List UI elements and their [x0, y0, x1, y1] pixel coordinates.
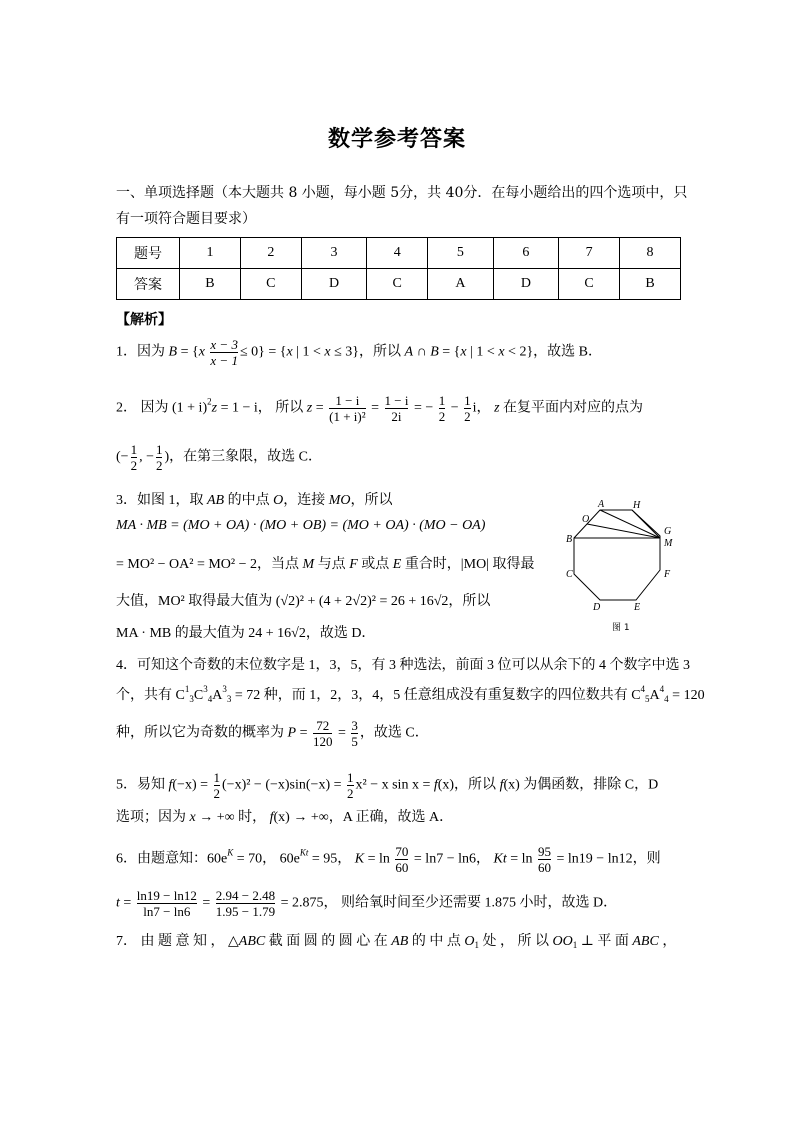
q1-text: | 1 < — [466, 344, 499, 360]
q7-text: 1 — [474, 940, 479, 950]
q2-num: 1 − i — [384, 393, 409, 408]
q1-text: x — [198, 344, 205, 360]
answer-table-number: 1 — [180, 238, 241, 269]
q2-text: − — [447, 400, 463, 416]
q6-text: Kt — [299, 847, 309, 858]
q3-line2: MA · MB = (MO + OA) · (MO + OB) = (MO + OA) · (MO − OA) — [116, 518, 486, 533]
q5-fraction — [214, 770, 221, 801]
q5-text: f — [269, 810, 274, 825]
q4-text: 5 — [645, 694, 650, 704]
q2-text: , − — [139, 449, 154, 465]
q2-den: (1 + i)² — [329, 409, 366, 424]
q7-text: 7． 由 题 意 知 ， — [116, 934, 228, 949]
q5-num: 1 — [213, 770, 221, 785]
q2-den: 2 — [130, 458, 138, 473]
q4-text: 4 — [207, 694, 213, 704]
q3-text: 或点 — [357, 557, 393, 572]
q1-text: B — [430, 344, 439, 360]
q4-num: 72 — [313, 718, 333, 734]
q7-text: 截 面 圆 的 圆 心 在 — [265, 934, 392, 949]
q4-text: = — [296, 725, 311, 741]
q1-text: | 1 < — [292, 344, 325, 360]
q6-num: ln19 − ln12 — [136, 888, 197, 903]
fig-label-A: A — [598, 499, 605, 510]
fig-label-C: C — [566, 569, 573, 580]
q1-den: x − 1 — [210, 353, 238, 368]
q4-text: 4 — [664, 694, 669, 704]
q2-text: = − — [410, 400, 437, 416]
q6-num: 95 — [538, 844, 552, 859]
q2-text: 在复平面内对应的点为 — [499, 400, 644, 416]
q5-fraction — [347, 770, 354, 801]
q6-num: 70 — [395, 844, 409, 859]
q6-fraction — [395, 844, 408, 875]
q3-text: 3．如图 1，取 — [116, 493, 207, 508]
fig-label-M: M — [664, 538, 673, 549]
q3-line5: MA · MB 的最大值为 24 + 16√2，故选 D． — [116, 626, 376, 641]
q1-fraction — [210, 337, 238, 368]
q2-text: 2 — [207, 396, 212, 407]
q2-text: (− — [116, 449, 129, 465]
q2-fraction — [329, 393, 366, 424]
q2-text: = 1 − i， 所以 — [217, 400, 307, 416]
q7-text: 处 ， 所 以 — [478, 934, 553, 949]
q3-text: = MO² − OA² = MO² − 2，当点 — [116, 557, 303, 572]
answer-table-answer: D — [493, 269, 558, 300]
q6-den: ln7 − ln6 — [143, 904, 191, 919]
q5-text: x² − x sin x = — [355, 777, 434, 793]
q6-text: = — [119, 895, 135, 911]
q2-fraction — [439, 393, 446, 424]
answer-table-answer: B — [180, 269, 241, 300]
q5-num: 1 — [347, 770, 354, 785]
q7-text: AB — [391, 934, 409, 949]
q4-text: A — [212, 688, 223, 703]
q6-num: 2.94 − 2.48 — [215, 888, 276, 903]
q1-text: x — [324, 344, 331, 360]
q1-text: x — [286, 344, 293, 360]
q6-text: t — [116, 895, 120, 911]
q4-text: C — [193, 688, 204, 703]
q6-text: = — [198, 895, 214, 911]
q2-fraction — [464, 393, 471, 424]
q6-text: = 95， — [308, 851, 355, 867]
answer-table-number: 6 — [493, 238, 558, 269]
q3-text: 的中点 — [224, 493, 274, 508]
q4-fraction — [351, 718, 358, 749]
q3-text: O — [273, 493, 284, 508]
q2-fraction — [385, 393, 409, 424]
q2-text: = — [367, 400, 383, 416]
q6-text: = ln — [506, 851, 537, 867]
q3-text: MO — [328, 493, 351, 508]
q6-line2 — [116, 888, 680, 919]
q1-text: = { — [177, 344, 199, 360]
q2-den: 2i — [391, 409, 402, 424]
q1-text: ≤ 0} = { — [239, 344, 287, 360]
q7-text: △ABC — [228, 934, 266, 949]
q6-fraction — [216, 888, 275, 919]
q4-line1: 4．可知这个奇数的末位数字是 1，3，5，有 3 种选法，前面 3 位可以从余下的 4 个数字中选 3 — [116, 658, 690, 673]
q6-text: = 2.875， 则给氧时间至少还需要 1.875 小时，故选 D． — [277, 895, 618, 911]
q5-text: f — [433, 777, 438, 793]
q1-text: B — [168, 344, 178, 360]
q4-den: 5 — [351, 734, 358, 749]
q5-text: (x) 为偶函数，排除 C，D — [503, 777, 659, 793]
q2-num: 1 — [130, 442, 138, 457]
answer-table-header-label: 题号 — [117, 238, 180, 269]
q4-text: 3 — [189, 694, 194, 704]
q2-line2 — [116, 442, 680, 473]
q4-text: 3 — [203, 684, 208, 694]
q5-text: (x)，所以 — [437, 777, 500, 793]
q1-text: 1．因为 — [116, 344, 169, 360]
q1-text: ∩ — [416, 344, 431, 360]
q2-num: 1 — [155, 442, 163, 457]
q5-text: f — [168, 777, 173, 793]
q3-text: F — [349, 557, 358, 572]
q2-line1 — [116, 393, 680, 424]
analysis-heading: 【解析】 — [116, 312, 172, 328]
octagon-figure — [560, 498, 682, 638]
q6-text: = ln7 − ln6， — [410, 851, 494, 867]
q1-num: x − 3 — [210, 337, 238, 352]
q1-text: x — [460, 344, 467, 360]
q2-fraction — [156, 442, 163, 473]
q5-text: (−x) = — [172, 777, 212, 793]
fig-label-F: F — [664, 569, 671, 580]
q2-num: 1 — [438, 393, 446, 408]
answer-table-number: 2 — [240, 238, 301, 269]
fig-caption: 图 1 — [612, 623, 630, 633]
answer-table-answer: B — [620, 269, 681, 300]
answer-table-answer: D — [301, 269, 366, 300]
fig-label-B: B — [566, 534, 573, 545]
answer-table-number: 4 — [367, 238, 428, 269]
q4-text: P — [287, 725, 297, 741]
answer-table-answer-row — [117, 269, 681, 300]
section-heading-line2: 有一项符合题目要求） — [116, 211, 256, 227]
q2-text: 2． 因为 (1 + i) — [116, 400, 208, 416]
answer-table-number: 8 — [620, 238, 681, 269]
q5-text: 选项；因为 — [116, 810, 190, 825]
q5-den: 2 — [347, 786, 354, 801]
answer-table-header-row — [117, 238, 681, 269]
q3-text: AB — [207, 493, 225, 508]
q5-text: → +∞ 时， — [195, 810, 270, 825]
q1-text: A — [404, 344, 414, 360]
q4-text: = 72 种，而 1，2，3，4，5 任意组成没有重复数字的四位数共有 C — [231, 688, 641, 703]
answer-table-number: 7 — [559, 238, 620, 269]
q4-text: 3 — [226, 694, 232, 704]
q2-num: 1 − i — [329, 393, 366, 409]
q6-fraction — [538, 844, 551, 875]
q2-den: 2 — [155, 458, 163, 473]
q2-text: z — [494, 400, 500, 416]
q6-line1 — [116, 844, 680, 875]
q3-text: M — [302, 557, 315, 572]
q2-text: z — [211, 400, 218, 416]
q6-text: K — [354, 851, 365, 867]
q7-text: ， — [658, 934, 677, 949]
q6-fraction — [137, 888, 197, 919]
fig-label-O: O — [582, 514, 590, 525]
q7-text: 的 中 点 — [408, 934, 465, 949]
q4-text: 4 — [640, 684, 646, 694]
q7-text: ABC — [632, 934, 659, 949]
q6-text: = 70， 60e — [233, 851, 300, 867]
q5-text: x — [189, 810, 196, 825]
answer-table — [116, 237, 681, 300]
q4-den: 120 — [312, 734, 333, 749]
answer-table-number: 3 — [301, 238, 366, 269]
q3-line4: 大值，MO² 取得最大值为 (√2)² + (4 + 2√2)² = 26 + 16√2，所以 — [116, 594, 491, 609]
q6-text: 6．由题意知：60e — [116, 851, 228, 867]
q1-text: < 2}，故选 B． — [504, 344, 602, 360]
q2-num: 1 — [464, 393, 471, 408]
q1-text: ≤ 3}，所以 — [330, 344, 405, 360]
fig-label-E: E — [634, 602, 641, 613]
q6-text: Kt — [493, 851, 507, 867]
q4-text: = — [334, 725, 350, 741]
q1-line — [116, 337, 680, 368]
segment-AM — [600, 510, 660, 538]
q3-line3 — [116, 553, 558, 573]
q4-text: ，故选 C． — [359, 725, 429, 741]
q6-den: 1.95 − 1.79 — [215, 904, 276, 919]
q4-line3 — [116, 718, 680, 749]
q4-text: 4 — [659, 684, 665, 694]
q4-line2 — [116, 684, 705, 704]
q7-text: ⊥ 平 面 — [577, 934, 633, 949]
q6-den: 60 — [395, 860, 409, 875]
answer-table-answer: C — [240, 269, 301, 300]
q3-text: ，连接 — [283, 493, 329, 508]
q7-text: O — [464, 934, 475, 949]
q1-text: = { — [438, 344, 461, 360]
q4-text: 3 — [222, 684, 227, 694]
q6-den: 60 — [538, 860, 552, 875]
q4-text: 1 — [184, 684, 190, 694]
q2-den: 2 — [464, 409, 471, 424]
q5-text: 5．易知 — [116, 777, 169, 793]
fig-label-H: H — [633, 500, 641, 511]
q4-text: A — [649, 688, 660, 703]
q2-text: )，在第三象限，故选 C． — [164, 449, 322, 465]
q3-text: 重合时，|MO| 取得最 — [401, 557, 535, 572]
q3-text: 与点 — [314, 557, 350, 572]
q7-text: OO — [552, 934, 573, 949]
q6-text: = ln19 − ln12，则 — [553, 851, 661, 867]
q4-text: 种，所以它为奇数的概率为 — [116, 725, 288, 741]
fig-label-G: G — [664, 526, 672, 537]
q2-den: 2 — [438, 409, 446, 424]
q2-fraction — [131, 442, 138, 473]
q5-text: (−x)² − (−x)sin(−x) = — [222, 777, 346, 793]
answer-table-answer-label: 答案 — [117, 269, 180, 300]
q2-text: i， — [472, 400, 495, 416]
q4-text: 个，共有 C — [116, 688, 185, 703]
q6-text: = ln — [364, 851, 394, 867]
q6-text: K — [227, 847, 234, 858]
answer-table-answer: A — [428, 269, 493, 300]
page-title: 数学参考答案 — [327, 127, 466, 152]
answer-table-answer: C — [559, 269, 620, 300]
q5-den: 2 — [213, 786, 221, 801]
q2-text: = — [312, 400, 328, 416]
q4-fraction — [313, 718, 333, 749]
q5-text: f — [499, 777, 504, 793]
q2-text: z — [306, 400, 313, 416]
q1-text: x — [498, 344, 505, 360]
q7-text: 1 — [572, 940, 578, 950]
q5-line2 — [116, 806, 680, 826]
q4-num: 3 — [351, 718, 358, 733]
answer-table-answer: C — [367, 269, 428, 300]
q4-text: = 120 — [668, 688, 705, 703]
q5-text: (x) → +∞，A 正确，故选 A． — [273, 810, 454, 825]
q3-text: ，所以 — [350, 493, 393, 508]
q3-text: E — [392, 557, 402, 572]
fig-label-D: D — [593, 602, 601, 613]
q5-line1 — [116, 770, 680, 801]
q7-line — [116, 930, 680, 950]
answer-table-number: 5 — [428, 238, 493, 269]
section-heading-line1: 一、单项选择题（本大题共 8 小题，每小题 5分，共 40分．在每小题给出的四个选项中，只 — [116, 185, 688, 201]
